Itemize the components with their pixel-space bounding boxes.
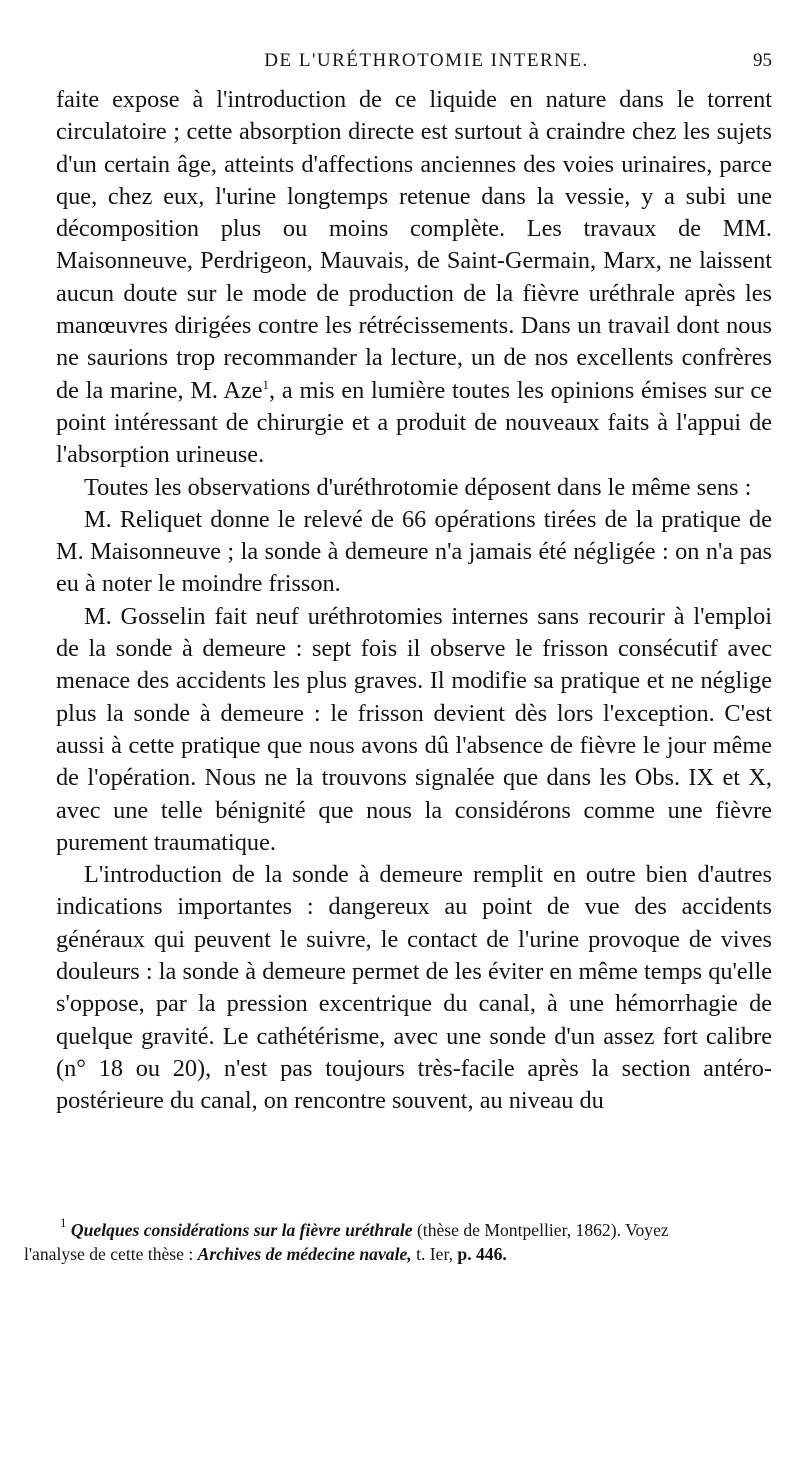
body-text — [56, 84, 772, 1118]
paragraph-1-continuation: , a mis en lumière toutes les opinions émises sur ce point intéressant de chirurgie et a produit de nouveaux faits à l'appui de l'absorption urineuse. — [56, 376, 772, 469]
book-page — [56, 50, 772, 1118]
running-head — [60, 50, 772, 82]
paragraph-5: L'introduction de la sonde à demeure remplit en outre bien d'autres indications importantes : dangereux au point de vue des accidents généraux qui peuvent le suivre, le contact de l'urine provoque de vives douleurs : la sonde à demeure permet de les éviter en même temps qu'elle s'oppose, par la pression excentrique du canal, à une hémorrhagie de quelque gravité. Le cathétérisme, avec une sonde d'un assez fort calibre (n° 18 ou 20), n'est pas toujours très-facile après la section antéro-postérieure du canal, on rencontre souvent, au niveau du — [56, 861, 772, 1115]
footnote-volume: t. Ier, — [416, 1244, 453, 1264]
paragraph-1 — [56, 84, 772, 472]
footnote-1 — [24, 1215, 720, 1266]
paragraph-2: Toutes les observations d'uréthrotomie déposent dans le même sens : — [84, 473, 752, 501]
footnote-page: p. 446. — [457, 1244, 507, 1264]
footnote-title: Quelques considérations sur la fièvre uréthrale — [70, 1220, 413, 1240]
footnote-analysis-prefix: Voyez l'analyse de cette thèse : — [24, 1220, 669, 1264]
page-number: 95 — [753, 50, 772, 71]
paragraph-1-text: faite expose à l'introduction de ce liquide en nature dans le torrent circulatoire ; cette absorption directe est surtout à craindre chez les sujets d'un certain âge, atteints d'affections anciennes des voies urinaires, parce que, chez eux, l'urine longtemps retenue dans la vessie, y a subi une décomposition plus ou moins complète. Les travaux de MM. Maisonneuve, Perdrigeon, Mauvais, de Saint-Germain, Marx, ne laissent aucun doute sur le mode de production de la fièvre uréthrale après les manœuvres dirigées contre les rétrécissements. Dans un travail dont nous ne saurions trop recommander la lecture, un de nos excellents confrères de la marine, M. Aze — [56, 86, 772, 404]
running-title: DE L'URÉTHROTOMIE INTERNE. — [264, 50, 589, 71]
footnote-reference: 1 — [262, 376, 270, 392]
footnotes — [24, 1215, 720, 1266]
footnote-journal: Archives de médecine navale, — [197, 1244, 412, 1264]
paragraph-4: M. Gosselin fait neuf uréthrotomies internes sans recourir à l'emploi de la sonde à demeure : sept fois il observe le frisson consécutif avec menace des accidents les plus graves. Il modifie sa pratique et ne néglige plus la sonde à demeure : le frisson devient dès lors l'exception. C'est aussi à cette pratique que nous avons dû l'absence de fièvre le jour même de l'opération. Nous ne la trouvons signalée que dans les Obs. IX et X, avec une telle bénignité que nous la considérons comme une fièvre purement traumatique. — [56, 602, 772, 856]
paragraph-3: M. Reliquet donne le relevé de 66 opérations tirées de la pratique de M. Maisonneuve ; la sonde à demeure n'a jamais été négligée : on n'a pas eu à noter le moindre frisson. — [56, 505, 772, 598]
footnote-thesis: (thèse de Montpellier, 1862). — [416, 1220, 621, 1240]
footnote-marker: 1 — [60, 1215, 67, 1230]
